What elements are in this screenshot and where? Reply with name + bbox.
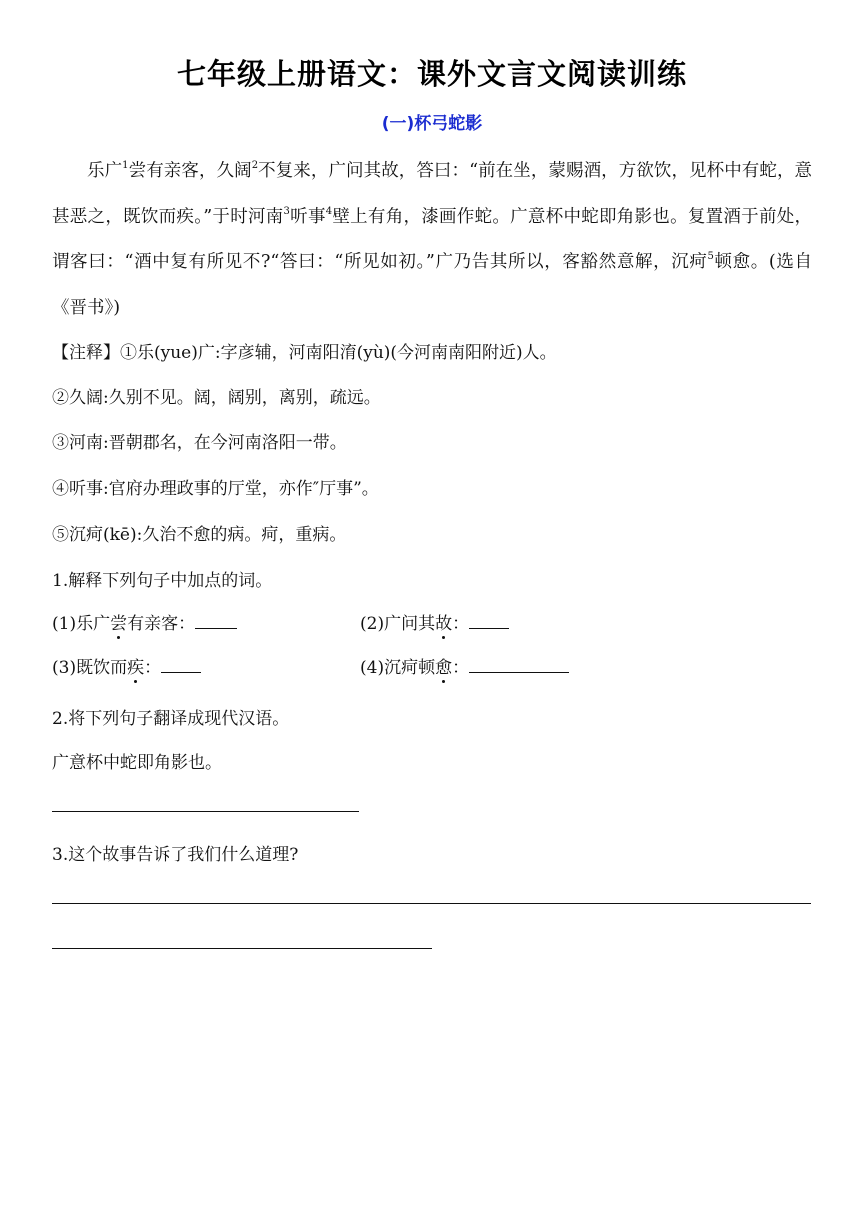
answer-blank[interactable] bbox=[161, 656, 201, 673]
question-1-item-1 bbox=[52, 609, 237, 634]
question-3-prompt: 3.这个故事告诉了我们什么道理? bbox=[52, 845, 299, 865]
dotted-word: 愈 bbox=[435, 658, 453, 678]
question-1-item-3 bbox=[52, 653, 201, 678]
question-1-item-2 bbox=[360, 609, 509, 634]
question-1-item-4 bbox=[360, 653, 569, 678]
answer-blank[interactable] bbox=[469, 612, 509, 629]
footnote-ref: 2 bbox=[251, 160, 259, 171]
passage-text: 乐广 bbox=[87, 161, 123, 181]
passage-text: 顿愈。(选自《晋书》) bbox=[52, 252, 813, 318]
answer-blank[interactable] bbox=[195, 612, 237, 629]
answer-line[interactable] bbox=[52, 948, 432, 949]
footnote-ref: 5 bbox=[707, 251, 714, 262]
item-text: (4)沉疴顿 bbox=[360, 658, 436, 678]
footnote-ref: 4 bbox=[325, 205, 333, 217]
note-4: ④听事:官府办理政事的厅堂，亦作″厅事”。 bbox=[52, 479, 379, 499]
item-text: ： bbox=[452, 658, 470, 678]
note-5: ⑤沉疴(kē):久治不愈的病。疴，重病。 bbox=[52, 525, 347, 545]
dotted-word: 疾 bbox=[127, 658, 145, 678]
page-title: 七年级上册语文：课外文言文阅读训练 bbox=[176, 57, 687, 91]
dotted-word: 故 bbox=[435, 614, 453, 634]
classical-passage bbox=[52, 149, 812, 331]
item-text: (1)乐广 bbox=[52, 614, 111, 634]
item-text: (2)广问其 bbox=[360, 614, 436, 634]
note-1: 【注释】①乐(yue)广:字彦辅，河南阳淯(yù)(今河南南阳附近)人。 bbox=[52, 343, 557, 363]
note-3: ③河南:晋朝郡名，在今河南洛阳一带。 bbox=[52, 433, 347, 453]
note-2: ②久阔:久别不见。阔，阔别，离别，疏远。 bbox=[52, 388, 381, 408]
footnote-ref: 1 bbox=[122, 160, 129, 171]
answer-line[interactable] bbox=[52, 903, 811, 904]
question-2-prompt: 2.将下列句子翻译成现代汉语。 bbox=[52, 709, 290, 729]
answer-blank[interactable] bbox=[469, 656, 569, 673]
item-text: (3)既饮而 bbox=[52, 658, 128, 678]
question-2-sentence: 广意杯中蛇即角影也。 bbox=[52, 753, 222, 773]
passage-text: 尝有亲客，久阔 bbox=[128, 161, 252, 181]
item-text: ： bbox=[452, 614, 470, 634]
dotted-word: 尝 bbox=[110, 614, 128, 634]
item-text: 有亲客： bbox=[127, 614, 196, 634]
passage-subtitle: (一)杯弓蛇影 bbox=[381, 114, 483, 134]
footnote-ref: 3 bbox=[283, 205, 290, 217]
passage-text: 听事 bbox=[289, 206, 326, 227]
item-text: ： bbox=[144, 658, 162, 678]
question-1-prompt: 1.解释下列句子中加点的词。 bbox=[52, 571, 273, 591]
answer-line[interactable] bbox=[52, 811, 359, 812]
passage-text: 壁上有角，漆画作蛇。广意杯中蛇即角影也。复置酒于前处，谓客曰：“酒中复有所见不?“答曰：“所见如初。”广乃告其所以，客豁然意解，沉疴 bbox=[52, 206, 812, 272]
passage-text: 不复来，广问其故，答曰：“前在坐，蒙赐酒，方欲饮，见杯中有蛇，意甚恶之，既饮而疾。”于时河南 bbox=[52, 161, 813, 227]
